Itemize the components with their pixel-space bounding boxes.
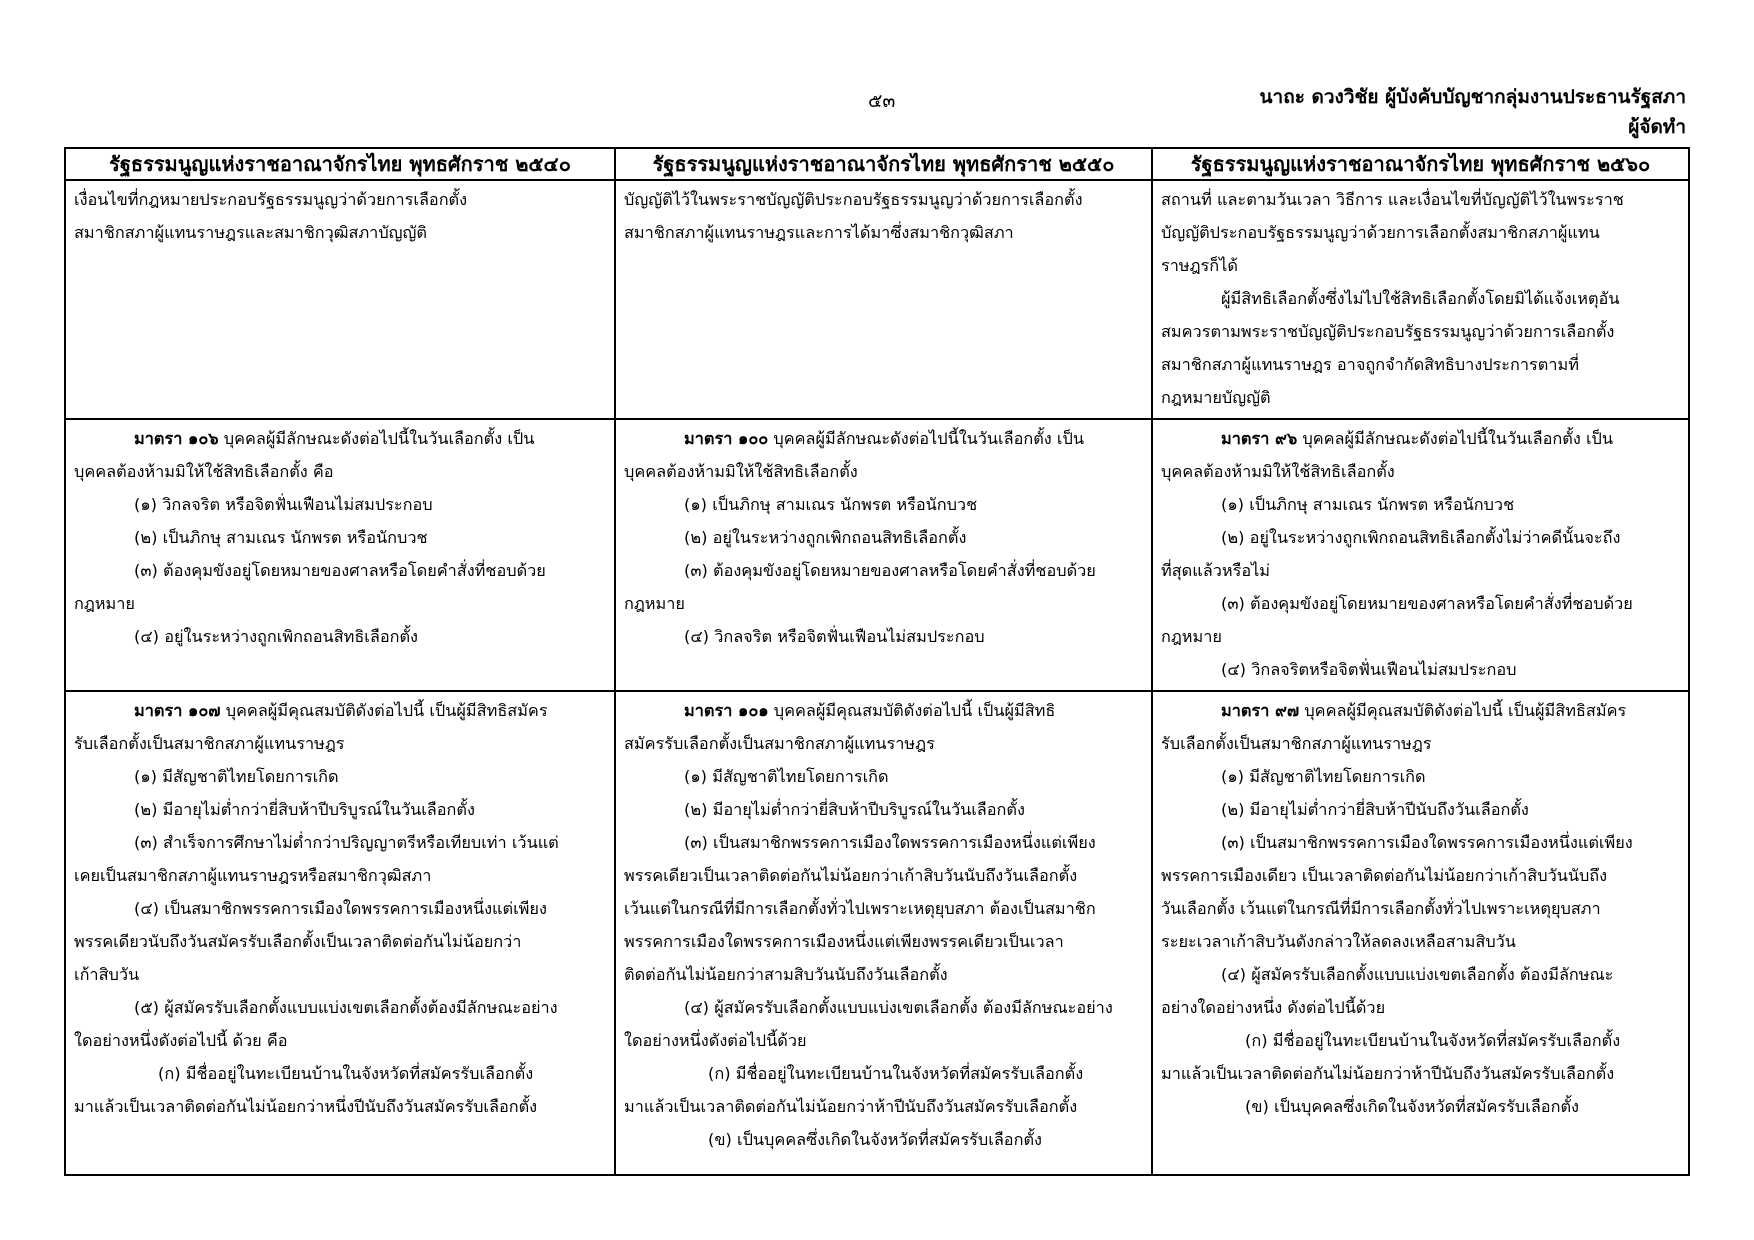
line-text: สมควรตามพระราชบัญญัติประกอบรัฐธรรมนูญว่าด้วยการเลือกตั้ง [1161,322,1615,341]
section-number: มาตรา ๑๐๖ [134,429,219,448]
line-text: กฎหมาย [74,594,135,613]
table-cell-2560 [1152,419,1689,691]
text-line [74,826,606,859]
table-row [65,691,1689,1175]
line-text: เคยเป็นสมาชิกสภาผู้แทนราษฎรหรือสมาชิกวุฒิสภา [74,866,432,885]
line-text: รับเลือกตั้งเป็นสมาชิกสภาผู้แทนราษฎร [74,734,345,753]
text-line [624,554,1143,587]
line-text: (ก) มีชื่ออยู่ในทะเบียนบ้านในจังหวัดที่สมัครรับเลือกตั้ง [158,1064,534,1083]
text-line [1161,315,1680,348]
column-header-2550: รัฐธรรมนูญแห่งราชอาณาจักรไทย พุทธศักราช ๒๕๕๐ [615,148,1152,180]
line-text: ระยะเวลาเก้าสิบวันดังกล่าวให้ลดลงเหลือสามสิบวัน [1161,932,1516,951]
text-line [1161,620,1680,653]
text-line [624,925,1143,958]
line-text: ใดอย่างหนึ่งดังต่อไปนี้ด้วย [624,1031,807,1050]
text-line [74,620,606,653]
text-line [1161,587,1680,620]
line-text: มาแล้วเป็นเวลาติดต่อกันไม่น้อยกว่าหนึ่งปีนับถึงวันสมัครรับเลือกตั้ง [74,1097,538,1116]
line-text: ราษฎรก็ได้ [1161,256,1238,275]
text-line [624,216,1143,249]
line-text: (๓) ต้องคุมขังอยู่โดยหมายของศาลหรือโดยคำสั่งที่ชอบด้วย [1221,594,1633,613]
text-line [74,183,606,216]
line-text: (๒) มีอายุไม่ต่ำกว่ายี่สิบห้าปีบริบูรณ์ในวันเลือกตั้ง [684,800,1025,819]
line-text: (๒) อยู่ในระหว่างถูกเพิกถอนสิทธิเลือกตั้งไม่ว่าคดีนั้นจะถึง [1221,528,1621,547]
text-line [624,1057,1143,1090]
text-line [1161,991,1680,1024]
text-line [74,694,606,727]
table-row [65,419,1689,691]
line-text: ใดอย่างหนึ่งดังต่อไปนี้ ด้วย คือ [74,1031,288,1050]
text-line [74,925,606,958]
line-text: พรรคการเมืองเดียว เป็นเวลาติดต่อกันไม่น้อยกว่าเก้าสิบวันนับถึง [1161,866,1608,885]
page-number: ๕๓ [868,90,896,112]
text-line [624,587,1143,620]
text-line [624,892,1143,925]
line-text: (ข) เป็นบุคคลซึ่งเกิดในจังหวัดที่สมัครรับเลือกตั้ง [708,1130,1042,1149]
text-line [1161,381,1680,414]
line-text: (๑) มีสัญชาติไทยโดยการเกิด [684,767,889,786]
text-line [1161,554,1680,587]
table-header-row [65,148,1689,180]
line-text: ผู้มีสิทธิเลือกตั้งซึ่งไม่ไปใช้สิทธิเลือกตั้งโดยมิได้แจ้งเหตุอัน [1221,289,1620,308]
line-text: (๒) มีอายุไม่ต่ำกว่ายี่สิบห้าปีบริบูรณ์ในวันเลือกตั้ง [134,800,475,819]
line-text: เงื่อนไขที่กฎหมายประกอบรัฐธรรมนูญว่าด้วยการเลือกตั้ง [74,190,468,209]
text-line [1161,1057,1680,1090]
table-cell-2550 [615,180,1152,419]
line-text: (ข) เป็นบุคคลซึ่งเกิดในจังหวัดที่สมัครรับเลือกตั้ง [1245,1097,1579,1116]
table-cell-2560 [1152,691,1689,1175]
line-text: (๓) เป็นสมาชิกพรรคการเมืองใดพรรคการเมืองหนึ่งแต่เพียง [684,833,1096,852]
text-line [74,216,606,249]
author-credit [986,82,1686,142]
table-cell-2540 [65,419,615,691]
column-header-2540: รัฐธรรมนูญแห่งราชอาณาจักรไทย พุทธศักราช ๒๕๔๐ [65,148,615,180]
text-line [1161,455,1680,488]
author-role-line: ผู้จัดทำ [1628,116,1686,138]
line-text: กฎหมายบัญญัติ [1161,388,1271,407]
line-text: พรรคเดียวนับถึงวันสมัครรับเลือกตั้งเป็นเวลาติดต่อกันไม่น้อยกว่า [74,932,522,951]
text-line [624,859,1143,892]
line-text: กฎหมาย [624,594,685,613]
author-name-line: นาถะ ดวงวิชัย ผู้บังคับบัญชากลุ่มงานประธานรัฐสภา [1259,86,1686,108]
line-text: สมาชิกสภาผู้แทนราษฎร อาจถูกจำกัดสิทธิบางประการตามที่ [1161,355,1579,374]
line-text: (๓) ต้องคุมขังอยู่โดยหมายของศาลหรือโดยคำสั่งที่ชอบด้วย [134,561,546,580]
line-text: (ก) มีชื่ออยู่ในทะเบียนบ้านในจังหวัดที่สมัครรับเลือกตั้ง [708,1064,1084,1083]
line-text: (๑) เป็นภิกษุ สามเณร นักพรต หรือนักบวช [1221,495,1515,514]
text-line [74,587,606,620]
text-line [1161,348,1680,381]
text-line [624,826,1143,859]
text-line [74,859,606,892]
text-line [624,521,1143,554]
section-number: มาตรา ๙๖ [1221,429,1298,448]
line-text: มาแล้วเป็นเวลาติดต่อกันไม่น้อยกว่าห้าปีนับถึงวันสมัครรับเลือกตั้ง [624,1097,1078,1116]
line-text: สมาชิกสภาผู้แทนราษฎรและสมาชิกวุฒิสภาบัญญัติ [74,223,427,242]
text-line [1161,521,1680,554]
text-line [74,1090,606,1123]
line-text: บัญญัติประกอบรัฐธรรมนูญว่าด้วยการเลือกตั้งสมาชิกสภาผู้แทน [1161,223,1600,242]
text-line [74,1057,606,1090]
line-text: บุคคลผู้มีคุณสมบัติดังต่อไปนี้ เป็นผู้มีสิทธิ [768,701,1056,720]
table-row [65,180,1689,419]
line-text: (๕) ผู้สมัครรับเลือกตั้งแบบแบ่งเขตเลือกตั้งต้องมีลักษณะอย่าง [134,998,558,1017]
line-text: (๑) มีสัญชาติไทยโดยการเกิด [1221,767,1426,786]
text-line [74,488,606,521]
line-text: (๑) วิกลจริต หรือจิตฟั่นเฟือนไม่สมประกอบ [134,495,433,514]
text-line [1161,925,1680,958]
text-line [624,760,1143,793]
table-cell-2540 [65,180,615,419]
text-line [624,991,1143,1024]
line-text: บุคคลต้องห้ามมิให้ใช้สิทธิเลือกตั้ง [1161,462,1395,481]
text-line [624,1123,1143,1156]
line-text: พรรคเดียวเป็นเวลาติดต่อกันไม่น้อยกว่าเก้าสิบวันนับถึงวันเลือกตั้ง [624,866,1078,885]
text-line [624,793,1143,826]
line-text: วันเลือกตั้ง เว้นแต่ในกรณีที่มีการเลือกตั้งทั่วไปเพราะเหตุยุบสภา [1161,899,1601,918]
text-line [624,422,1143,455]
text-line [74,554,606,587]
text-line [624,455,1143,488]
text-line [1161,183,1680,216]
column-header-2560: รัฐธรรมนูญแห่งราชอาณาจักรไทย พุทธศักราช ๒๕๖๐ [1152,148,1689,180]
text-line [74,455,606,488]
text-line [624,1090,1143,1123]
section-number: มาตรา ๑๐๐ [684,429,769,448]
line-text: (๓) สำเร็จการศึกษาไม่ต่ำกว่าปริญญาตรีหรือเทียบเท่า เว้นแต่ [134,833,559,852]
constitution-comparison-table [64,147,1690,1176]
line-text: (๔) เป็นสมาชิกพรรคการเมืองใดพรรคการเมืองหนึ่งแต่เพียง [134,899,547,918]
text-line [74,422,606,455]
line-text: สถานที่ และตามวันเวลา วิธีการ และเงื่อนไขที่บัญญัติไว้ในพระราช [1161,190,1624,209]
line-text: (๓) ต้องคุมขังอยู่โดยหมายของศาลหรือโดยคำสั่งที่ชอบด้วย [684,561,1096,580]
line-text: (๓) เป็นสมาชิกพรรคการเมืองใดพรรคการเมืองหนึ่งแต่เพียง [1221,833,1633,852]
line-text: (ก) มีชื่ออยู่ในทะเบียนบ้านในจังหวัดที่สมัครรับเลือกตั้ง [1245,1031,1621,1050]
line-text: บุคคลต้องห้ามมิให้ใช้สิทธิเลือกตั้ง คือ [74,462,334,481]
text-line [1161,282,1680,315]
text-line [74,892,606,925]
text-line [624,958,1143,991]
text-line [1161,859,1680,892]
line-text: บัญญัติไว้ในพระราชบัญญัติประกอบรัฐธรรมนูญว่าด้วยการเลือกตั้ง [624,190,1083,209]
text-line [624,1024,1143,1057]
text-line [74,958,606,991]
line-text: (๒) มีอายุไม่ต่ำกว่ายี่สิบห้าปีนับถึงวันเลือกตั้ง [1221,800,1529,819]
table-cell-2550 [615,691,1152,1175]
text-line [1161,694,1680,727]
line-text: บุคคลต้องห้ามมิให้ใช้สิทธิเลือกตั้ง [624,462,858,481]
line-text: (๔) ผู้สมัครรับเลือกตั้งแบบแบ่งเขตเลือกตั้ง ต้องมีลักษณะ [1221,965,1614,984]
line-text: (๑) เป็นภิกษุ สามเณร นักพรต หรือนักบวช [684,495,978,514]
line-text: บุคคลผู้มีลักษณะดังต่อไปนี้ในวันเลือกตั้ง เป็น [1297,429,1614,448]
text-line [624,183,1143,216]
text-line [1161,760,1680,793]
text-line [1161,826,1680,859]
text-line [624,488,1143,521]
text-line [74,793,606,826]
section-number: มาตรา ๑๐๗ [134,701,221,720]
text-line [1161,793,1680,826]
line-text: (๔) วิกลจริต หรือจิตฟั่นเฟือนไม่สมประกอบ [684,627,985,646]
line-text: ติดต่อกันไม่น้อยกว่าสามสิบวันนับถึงวันเลือกตั้ง [624,965,948,984]
text-line [74,521,606,554]
text-line [1161,422,1680,455]
line-text: (๔) วิกลจริตหรือจิตฟั่นเฟือนไม่สมประกอบ [1221,660,1517,679]
line-text: (๔) ผู้สมัครรับเลือกตั้งแบบแบ่งเขตเลือกตั้ง ต้องมีลักษณะอย่าง [684,998,1113,1017]
text-line [74,727,606,760]
text-line [74,991,606,1024]
section-number: มาตรา ๙๗ [1221,701,1300,720]
table-cell-2560 [1152,180,1689,419]
line-text: (๑) มีสัญชาติไทยโดยการเกิด [134,767,339,786]
text-line [1161,892,1680,925]
text-line [1161,216,1680,249]
line-text: บุคคลผู้มีลักษณะดังต่อไปนี้ในวันเลือกตั้ง เป็น [768,429,1084,448]
line-text: สมาชิกสภาผู้แทนราษฎรและการได้มาซึ่งสมาชิกวุฒิสภา [624,223,1014,242]
text-line [1161,1090,1680,1123]
text-line [74,1024,606,1057]
line-text: (๒) อยู่ในระหว่างถูกเพิกถอนสิทธิเลือกตั้ง [684,528,967,547]
table-cell-2540 [65,691,615,1175]
line-text: เว้นแต่ในกรณีที่มีการเลือกตั้งทั่วไปเพราะเหตุยุบสภา ต้องเป็นสมาชิก [624,899,1096,918]
text-line [624,727,1143,760]
line-text: บุคคลผู้มีคุณสมบัติดังต่อไปนี้ เป็นผู้มีสิทธิสมัคร [220,701,548,720]
line-text: อย่างใดอย่างหนึ่ง ดังต่อไปนี้ด้วย [1161,998,1386,1017]
section-number: มาตรา ๑๐๑ [684,701,769,720]
text-line [1161,653,1680,686]
text-line [624,694,1143,727]
line-text: กฎหมาย [1161,627,1222,646]
line-text: (๔) อยู่ในระหว่างถูกเพิกถอนสิทธิเลือกตั้ง [134,627,418,646]
line-text: บุคคลผู้มีคุณสมบัติดังต่อไปนี้ เป็นผู้มีสิทธิสมัคร [1299,701,1627,720]
text-line [1161,1024,1680,1057]
text-line [1161,488,1680,521]
text-line [1161,958,1680,991]
line-text: สมัครรับเลือกตั้งเป็นสมาชิกสภาผู้แทนราษฎร [624,734,935,753]
line-text: ที่สุดแล้วหรือไม่ [1161,561,1271,580]
line-text: (๒) เป็นภิกษุ สามเณร นักพรต หรือนักบวช [134,528,428,547]
text-line [74,760,606,793]
line-text: รับเลือกตั้งเป็นสมาชิกสภาผู้แทนราษฎร [1161,734,1432,753]
line-text: พรรคการเมืองใดพรรคการเมืองหนึ่งแต่เพียงพรรคเดียวเป็นเวลา [624,932,1064,951]
text-line [624,620,1143,653]
line-text: บุคคลผู้มีลักษณะดังต่อไปนี้ในวันเลือกตั้ง เป็น [218,429,535,448]
text-line [1161,727,1680,760]
line-text: เก้าสิบวัน [74,965,140,984]
line-text: มาแล้วเป็นเวลาติดต่อกันไม่น้อยกว่าห้าปีนับถึงวันสมัครรับเลือกตั้ง [1161,1064,1615,1083]
text-line [1161,249,1680,282]
table-cell-2550 [615,419,1152,691]
